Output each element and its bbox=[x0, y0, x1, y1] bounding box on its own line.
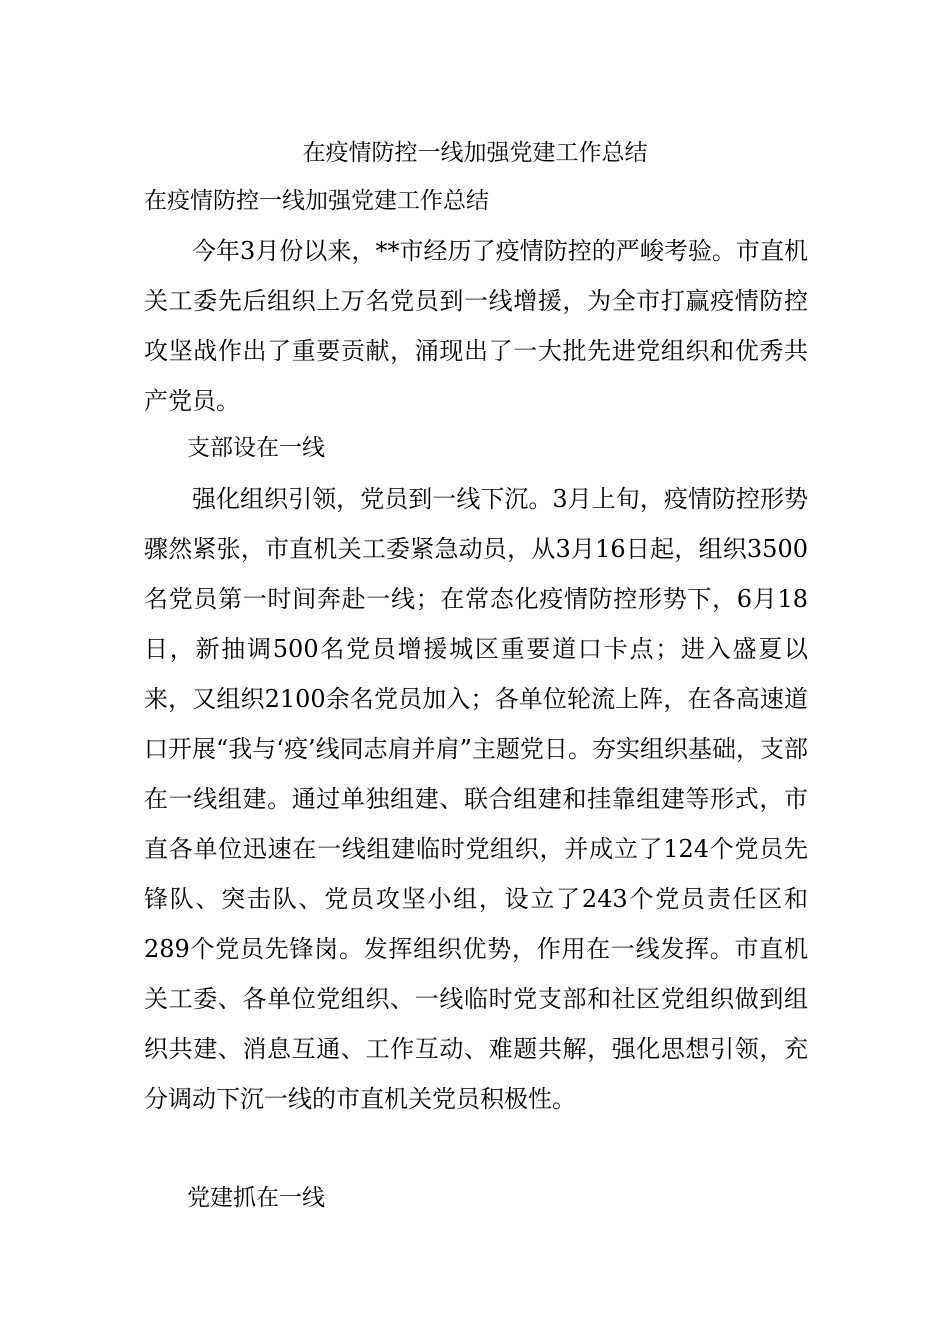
document-subtitle: 在疫情防控一线加强党建工作总结 bbox=[144, 188, 489, 214]
intro-paragraph: 今年3月份以来，**市经历了疫情防控的严峻考验。市直机关工委先后组织上万名党员到一线增援，为全市打赢疫情防控攻坚战作出了重要贡献，涌现出了一大批先进党组织和优秀共产党员。 bbox=[144, 237, 808, 415]
section-heading-party-building-frontline: 党建抓在一线 bbox=[187, 1185, 325, 1211]
section-paragraph-branch-frontline: 强化组织引领，党员到一线下沉。3月上旬，疫情防控形势骤然紧张，市直机关工委紧急动员，从3月16日起，组织3500名党员第一时间奔赴一线；在常态化疫情防控形势下，6月18日，新抽调500名党员增援城区重要道口卡点；进入盛夏以来，又组织2100余名党员加入；各单位轮流上阵，在各高速道口开展“我与‘疫’线同志肩并肩”主题党日。夯实组织基础，支部在一线组建。通过单独组建、联合组建和挂靠组建等形式，市直各单位迅速在一线组建临时党组织，并成立了124个党员先锋队、突击队、党员攻坚小组，设立了243个党员责任区和289个党员先锋岗。发挥组织优势，作用在一线发挥。市直机关工委、各单位党组织、一线临时党支部和社区党组织做到组织共建、消息互通、工作互动、难题共解，强化思想引领，充分调动下沉一线的市直机关党员积极性。 bbox=[144, 485, 808, 1113]
section-heading-branch-frontline: 支部设在一线 bbox=[187, 435, 325, 461]
document-title: 在疫情防控一线加强党建工作总结 bbox=[302, 140, 648, 166]
